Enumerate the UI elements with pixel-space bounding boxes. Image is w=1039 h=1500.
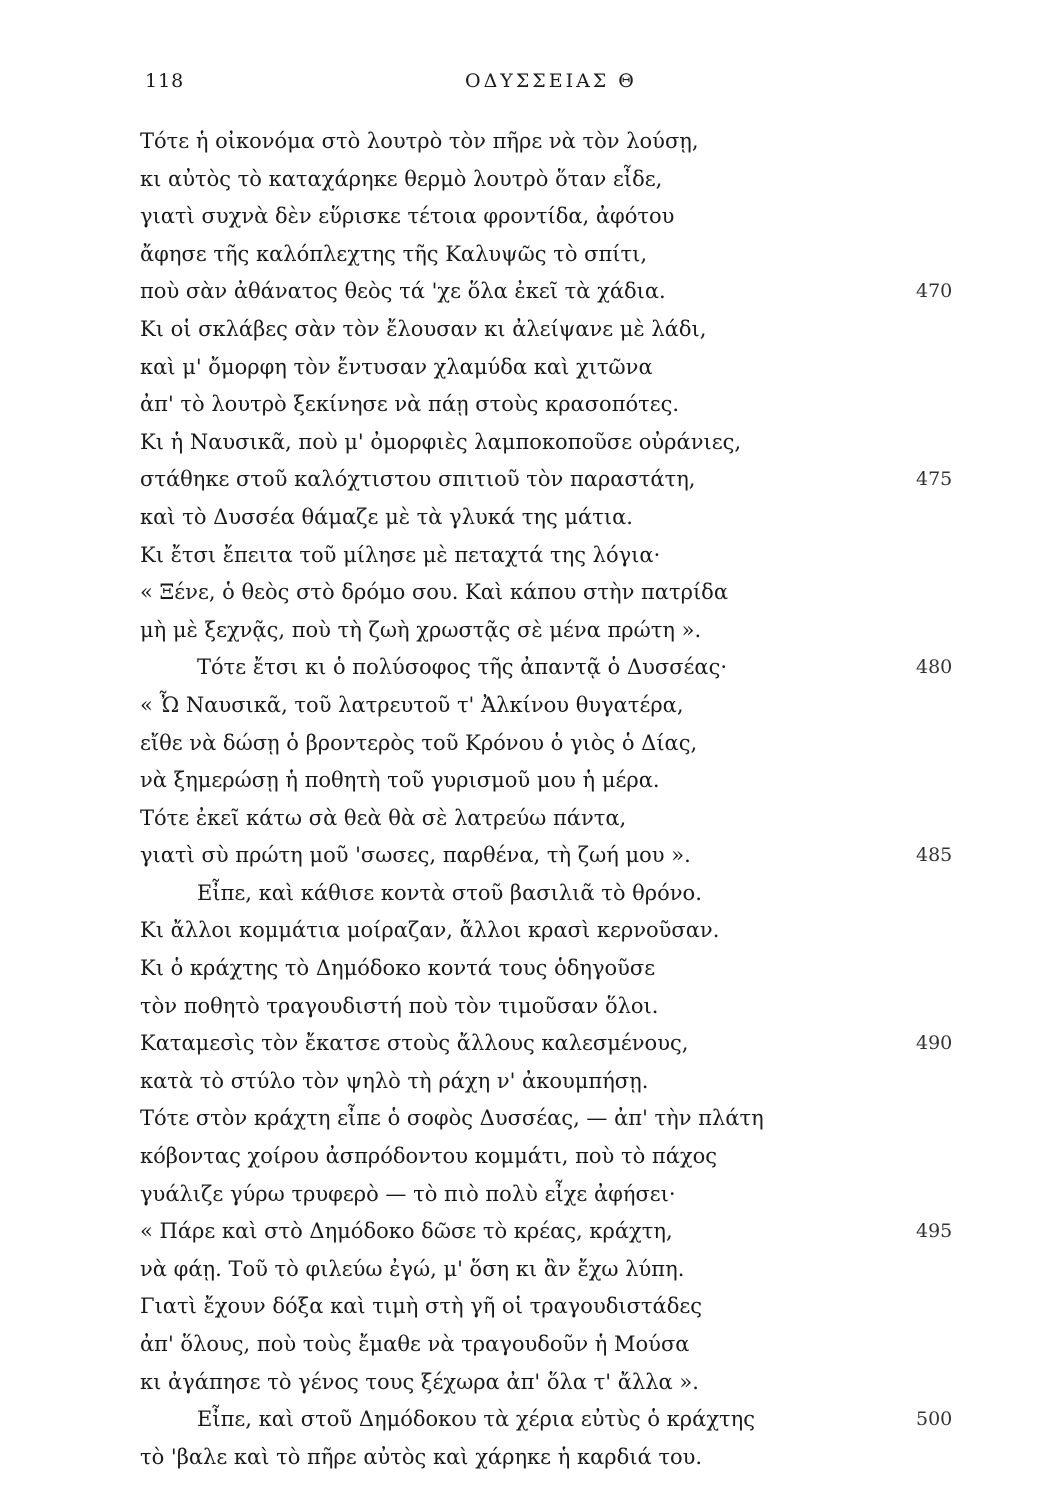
line-number: 490 [916,1032,953,1055]
page-number: 118 [145,70,185,92]
line-number: 470 [916,280,953,303]
verse-line [140,1439,930,1477]
line-number: 475 [916,468,953,491]
verse-line-text: Κι οἱ σκλάβες σὰν τὸν ἔλουσαν κι ἀλείψανε μὲ λάδι, [140,316,707,341]
verse-line [140,950,930,988]
verse-line [140,762,930,800]
verse-line [140,537,930,575]
line-number: 480 [916,656,953,679]
verse-line-text: « Πάρε καὶ στὸ Δημόδοκο δῶσε τὸ κρέας, κράχτη, [140,1219,673,1244]
verse-line-text: ἀπ' ὅλους, ποὺ τοὺς ἔμαθε νὰ τραγουδοῦν ἡ Μούσα [140,1332,690,1356]
verse-line [140,424,930,462]
verse-line [140,1401,953,1439]
line-number: 495 [916,1220,953,1243]
verse-line [140,499,930,537]
verse-line [140,837,953,875]
verse-line-text: Εἶπε, καὶ στοῦ Δημόδοκου τὰ χέρια εὐτὺς ὁ κράχτης [197,1407,756,1432]
verse-line-text: γιατὶ σὺ πρώτη μοῦ 'σωσες, παρθένα, τὴ ζωή μου ». [140,843,691,868]
verse-line-text: τὸ 'βαλε καὶ τὸ πῆρε αὐτὸς καὶ χάρηκε ἡ καρδιά του. [140,1444,703,1469]
verse-line-text: γυάλιζε γύρω τρυφερὸ — τὸ πιὸ πολὺ εἶχε ἀφήσει· [140,1181,676,1206]
verse-line-text: Εἶπε, καὶ κάθισε κοντὰ στοῦ βασιλιᾶ τὸ θρόνο. [197,880,702,905]
verse-line [140,800,930,838]
verse-line-text: Τότε ἐκεῖ κάτω σὰ θεὰ θὰ σὲ λατρεύω πάντα, [140,805,627,830]
verse-line [140,161,930,199]
verse-line [140,386,930,424]
verse-line [140,687,930,725]
verse-line [140,725,930,763]
verse-line-text: Κι ἡ Ναυσικᾶ, ποὺ μ' ὀμορφιὲς λαμποκοποῦσε οὐράνιες, [140,429,742,454]
verse-line-text: νὰ φάῃ. Τοῦ τὸ φιλεύω ἐγώ, μ' ὅση κι ἂν ἔχω λύπη. [140,1256,685,1281]
verse-line [140,1176,930,1214]
line-number: 500 [916,1408,953,1431]
verse-line [140,612,930,650]
verse-line-text: ἀπ' τὸ λουτρὸ ξεκίνησε νὰ πάῃ στοὺς κρασοπότες. [140,392,680,417]
verse-line [140,649,953,687]
verse-line-text: Κι ἄλλοι κομμάτια μοίραζαν, ἄλλοι κρασὶ κερνοῦσαν. [140,918,720,943]
verse-line-text: κατὰ τὸ στύλο τὸν ψηλὸ τὴ ράχη ν' ἀκουμπήσῃ. [140,1068,649,1093]
verse-line [140,1288,930,1326]
verse-line-text: Κι ἔτσι ἔπειτα τοῦ μίλησε μὲ πεταχτά της λόγια· [140,542,661,567]
verse-line [140,875,930,913]
verse-line [140,1213,953,1251]
verse-line [140,988,930,1026]
verse-line [140,123,930,161]
page-header [145,70,845,100]
verse-line-text: νὰ ξημερώσῃ ἡ ποθητὴ τοῦ γυρισμοῦ μου ἡ μέρα. [140,768,660,793]
verse-line-text: κόβοντας χοίρου ἀσπρόδοντου κομμάτι, ποὺ τὸ πάχος [140,1144,718,1169]
verse-line-text: « Ξένε, ὁ θεὸς στὸ δρόμο σου. Καὶ κάπου στὴν πατρίδα [140,580,729,605]
verse-line-text: στάθηκε στοῦ καλόχτιστου σπιτιοῦ τὸν παραστάτη, [140,467,696,492]
verse-line-text: κι ἀγάπησε τὸ γένος τους ξέχωρα ἀπ' ὅλα τ' ἄλλα ». [140,1369,699,1394]
verse-line-text: τὸν ποθητὸ τραγουδιστή ποὺ τὸν τιμοῦσαν ὅλοι. [140,993,659,1018]
verse-line-text: « Ὦ Ναυσικᾶ, τοῦ λατρευτοῦ τ' Ἀλκίνου θυγατέρα, [140,692,684,717]
verse-line [140,1138,930,1176]
verse-line-text: Κι ὁ κράχτης τὸ Δημόδοκο κοντά τους ὁδηγοῦσε [140,956,656,981]
verse-line-text: καὶ τὸ Δυσσέα θάμαζε μὲ τὰ γλυκά της μάτια. [140,504,633,529]
verse-line [140,236,930,274]
verse-line [140,1025,953,1063]
verse-line-text: μὴ μὲ ξεχνᾷς, ποὺ τὴ ζωὴ χρωστᾷς σὲ μένα πρώτη ». [140,617,702,642]
verse-line-text: κι αὐτὸς τὸ καταχάρηκε θερμὸ λουτρὸ ὅταν εἶδε, [140,166,663,191]
verse-line-text: Τότε στὸν κράχτη εἶπε ὁ σοφὸς Δυσσέας, — ἀπ' τὴν πλάτη [140,1106,764,1131]
line-number: 485 [916,844,953,867]
verse-line-text: ποὺ σὰν ἀθάνατος θεὸς τά 'χε ὅλα ἐκεῖ τὰ χάδια. [140,279,666,304]
verse-line [140,349,930,387]
verse-line-text: Καταμεσὶς τὸν ἔκατσε στοὺς ἄλλους καλεσμένους, [140,1031,689,1056]
verse-line [140,1063,930,1101]
verse-line [140,574,930,612]
verse-line [140,311,930,349]
verse-line-text: Γιατὶ ἔχουν δόξα καὶ τιμὴ στὴ γῆ οἱ τραγουδιστάδες [140,1294,703,1319]
verse-line-text: ἄφησε τῆς καλόπλεχτης τῆς Καλυψῶς τὸ σπίτι, [140,241,648,266]
verse-line-text: Τότε ἔτσι κι ὁ πολύσοφος τῆς ἀπαντᾷ ὁ Δυσσέας· [197,655,728,680]
verse-line [140,1326,930,1364]
verse-line [140,1100,930,1138]
verse-line-text: γιατὶ συχνὰ δὲν εὕρισκε τέτοια φροντίδα, ἀφότου [140,204,675,229]
verse-text-block [140,123,953,1476]
verse-line [140,273,953,311]
verse-line [140,1251,930,1289]
running-head: ΟΔΥΣΣΕΙΑΣ Θ [465,70,637,92]
verse-line-text: καὶ μ' ὄμορφη τὸν ἔντυσαν χλαμύδα καὶ χιτῶνα [140,354,653,379]
verse-line [140,1364,930,1402]
verse-line [140,461,953,499]
verse-line [140,912,930,950]
verse-line [140,198,930,236]
verse-line-text: Τότε ἡ οἰκονόμα στὸ λουτρὸ τὸν πῆρε νὰ τὸν λούσῃ, [140,129,699,153]
verse-line-text: εἴθε νὰ δώσῃ ὁ βροντερὸς τοῦ Κρόνου ὁ γιὸς ὁ Δίας, [140,730,698,755]
